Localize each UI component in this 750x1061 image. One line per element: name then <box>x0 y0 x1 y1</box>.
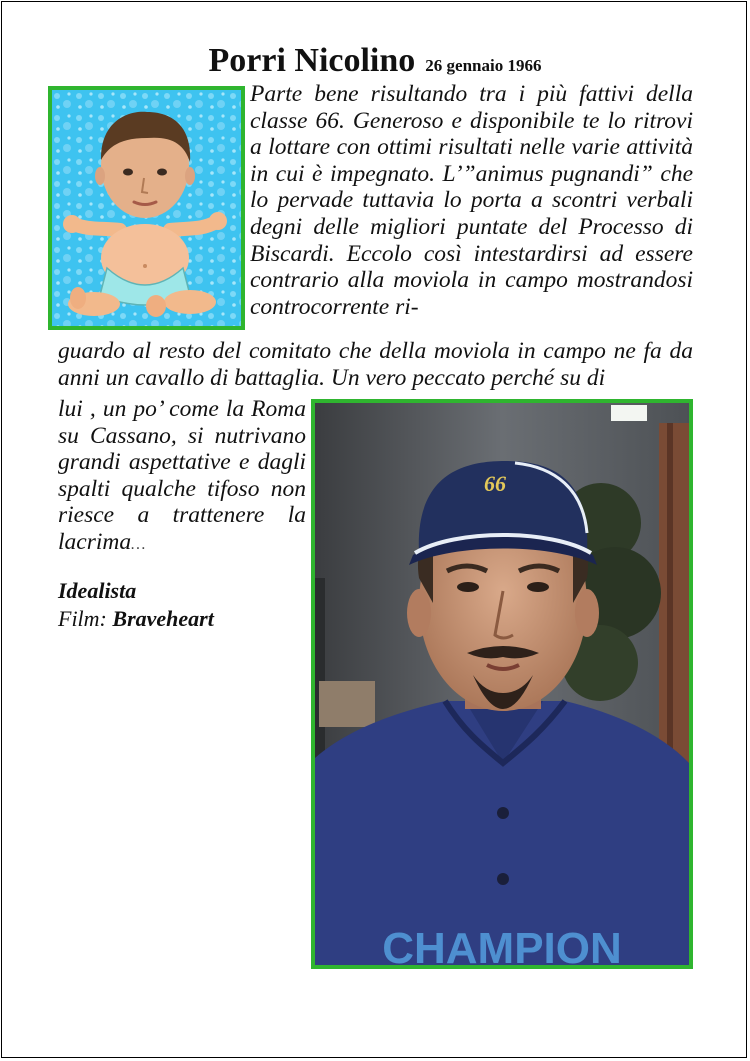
favorite-film <box>58 606 214 632</box>
bio-paragraph-top: Parte bene risultando tra i più fattivi della classe 66. Generoso e disponibile te lo ritrovi a lottare con ottimi risultati nelle varie attività in cui è impegnato. L’”animus pugnandi” che lo pervade tuttavia lo porta a scontri verbali degni delle migliori puntate del Processo di Biscardi. Eccolo così intestardirsi ad essere contrario alla moviola in campo mostrandosi controcorrente ri- <box>250 81 693 320</box>
cap-logo: 66 <box>484 471 506 496</box>
bio-ellipsis: … <box>131 535 146 553</box>
bio-paragraph-middle: guardo al resto del comitato che della moviola in campo ne fa da anni un cavallo di battaglia. Un vero peccato perché su di <box>58 338 693 391</box>
film-label: Film: <box>58 606 107 631</box>
baby-photo <box>48 86 245 330</box>
personality-trait: Idealista <box>58 578 137 603</box>
birth-date: 26 gennaio 1966 <box>425 56 542 75</box>
bio-paragraph-bottom <box>58 396 306 559</box>
person-name: Porri Nicolino <box>208 42 416 79</box>
portrait-photo <box>311 399 693 969</box>
page-title <box>2 42 748 80</box>
shirt-logo: CHAMPION <box>382 924 622 965</box>
bio-paragraph-bottom-text: lui , un po’ come la Roma su Cassano, si nutrivano grandi aspettative e dagli spalti qualche tifoso non riesce a trattenere la lacrima <box>58 396 306 555</box>
film-title: Braveheart <box>112 606 214 631</box>
yearbook-page <box>1 1 747 1058</box>
